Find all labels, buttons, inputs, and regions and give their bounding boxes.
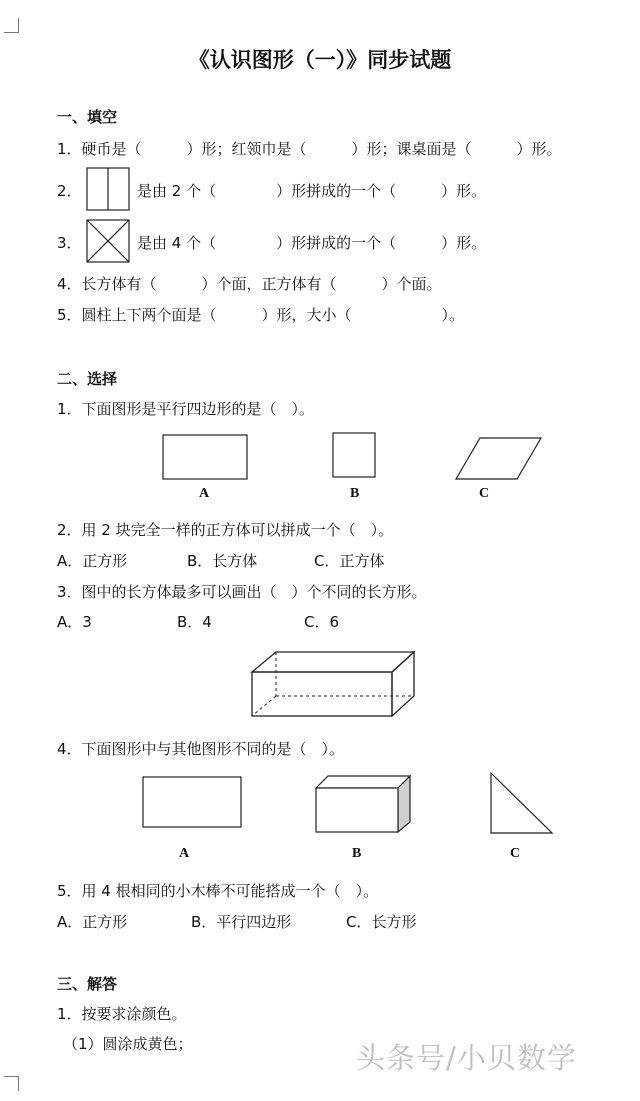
choice-4-label-b: B	[352, 846, 362, 861]
shape-c-right-triangle	[491, 773, 552, 833]
shape-a-rectangle	[143, 777, 241, 827]
choice-5-option-b: B．平行四边形	[191, 913, 292, 931]
choice-question-1: 1．下面图形是平行四边形的是（ ）。	[57, 400, 315, 418]
cuboid-figure	[248, 648, 418, 720]
watermark-text: 头条号/小贝数学	[356, 1041, 577, 1075]
crop-mark-bottom-left	[4, 1076, 19, 1091]
crop-mark-top-left	[4, 18, 19, 33]
fill-question-2-number: 2．	[57, 182, 82, 200]
choice-question-3: 3．图中的长方体最多可以画出（ ）个不同的长方形。	[57, 583, 427, 601]
shape-b-square	[333, 433, 375, 477]
choice-3-option-b: B．4	[177, 613, 212, 631]
choice-2-option-a: A．正方形	[57, 552, 128, 570]
choice-1-shapes	[150, 428, 560, 486]
choice-question-2: 2．用 2 块完全一样的正方体可以拼成一个（ ）。	[57, 521, 394, 539]
choice-question-5: 5．用 4 根相同的小木棒不可能搭成一个（ ）。	[57, 882, 379, 900]
choice-2-option-c: C．正方体	[314, 552, 385, 570]
section-heading-choice: 二、选择	[57, 370, 118, 388]
section-heading-answer: 三、解答	[57, 975, 118, 993]
shape-c-parallelogram	[456, 438, 541, 479]
answer-question-1-sub-1: （1）圆涂成黄色；	[63, 1035, 193, 1053]
choice-4-shapes	[138, 770, 558, 840]
fill-question-3-number: 3．	[57, 234, 82, 252]
fill-question-3-text: 是由 4 个（ ）形拼成的一个（ ）形。	[137, 234, 487, 252]
fill-question-4: 4．长方体有（ ）个面，正方体有（ ）个面。	[57, 275, 442, 293]
choice-1-label-c: C	[479, 486, 490, 501]
choice-4-label-a: A	[179, 846, 190, 861]
four-triangles-square-figure	[86, 219, 130, 263]
choice-5-option-c: C．长方形	[346, 913, 417, 931]
shape-b-cuboid	[316, 776, 410, 832]
choice-question-4: 4．下面图形中与其他图形不同的是（ ）。	[57, 740, 345, 758]
fill-question-2-text: 是由 2 个（ ）形拼成的一个（ ）形。	[137, 182, 487, 200]
choice-3-option-c: C．6	[304, 613, 340, 631]
choice-5-option-a: A．正方形	[57, 913, 128, 931]
shape-a-rectangle	[163, 435, 247, 479]
choice-1-label-b: B	[350, 486, 360, 501]
choice-4-label-c: C	[510, 846, 521, 861]
choice-1-label-a: A	[199, 486, 210, 501]
answer-question-1: 1．按要求涂颜色。	[57, 1005, 187, 1023]
section-heading-fill: 一、填空	[57, 108, 118, 126]
fill-question-1: 1．硬币是（ ）形；红领巾是（ ）形；课桌面是（ ）形。	[57, 140, 562, 158]
fill-question-5: 5．圆柱上下两个面是（ ）形，大小（ ）。	[57, 306, 465, 324]
two-rectangles-square-figure	[86, 167, 130, 211]
choice-3-option-a: A．3	[57, 613, 92, 631]
choice-2-option-b: B．长方体	[187, 552, 258, 570]
page-title: 《认识图形（一）》同步试题	[188, 48, 452, 72]
